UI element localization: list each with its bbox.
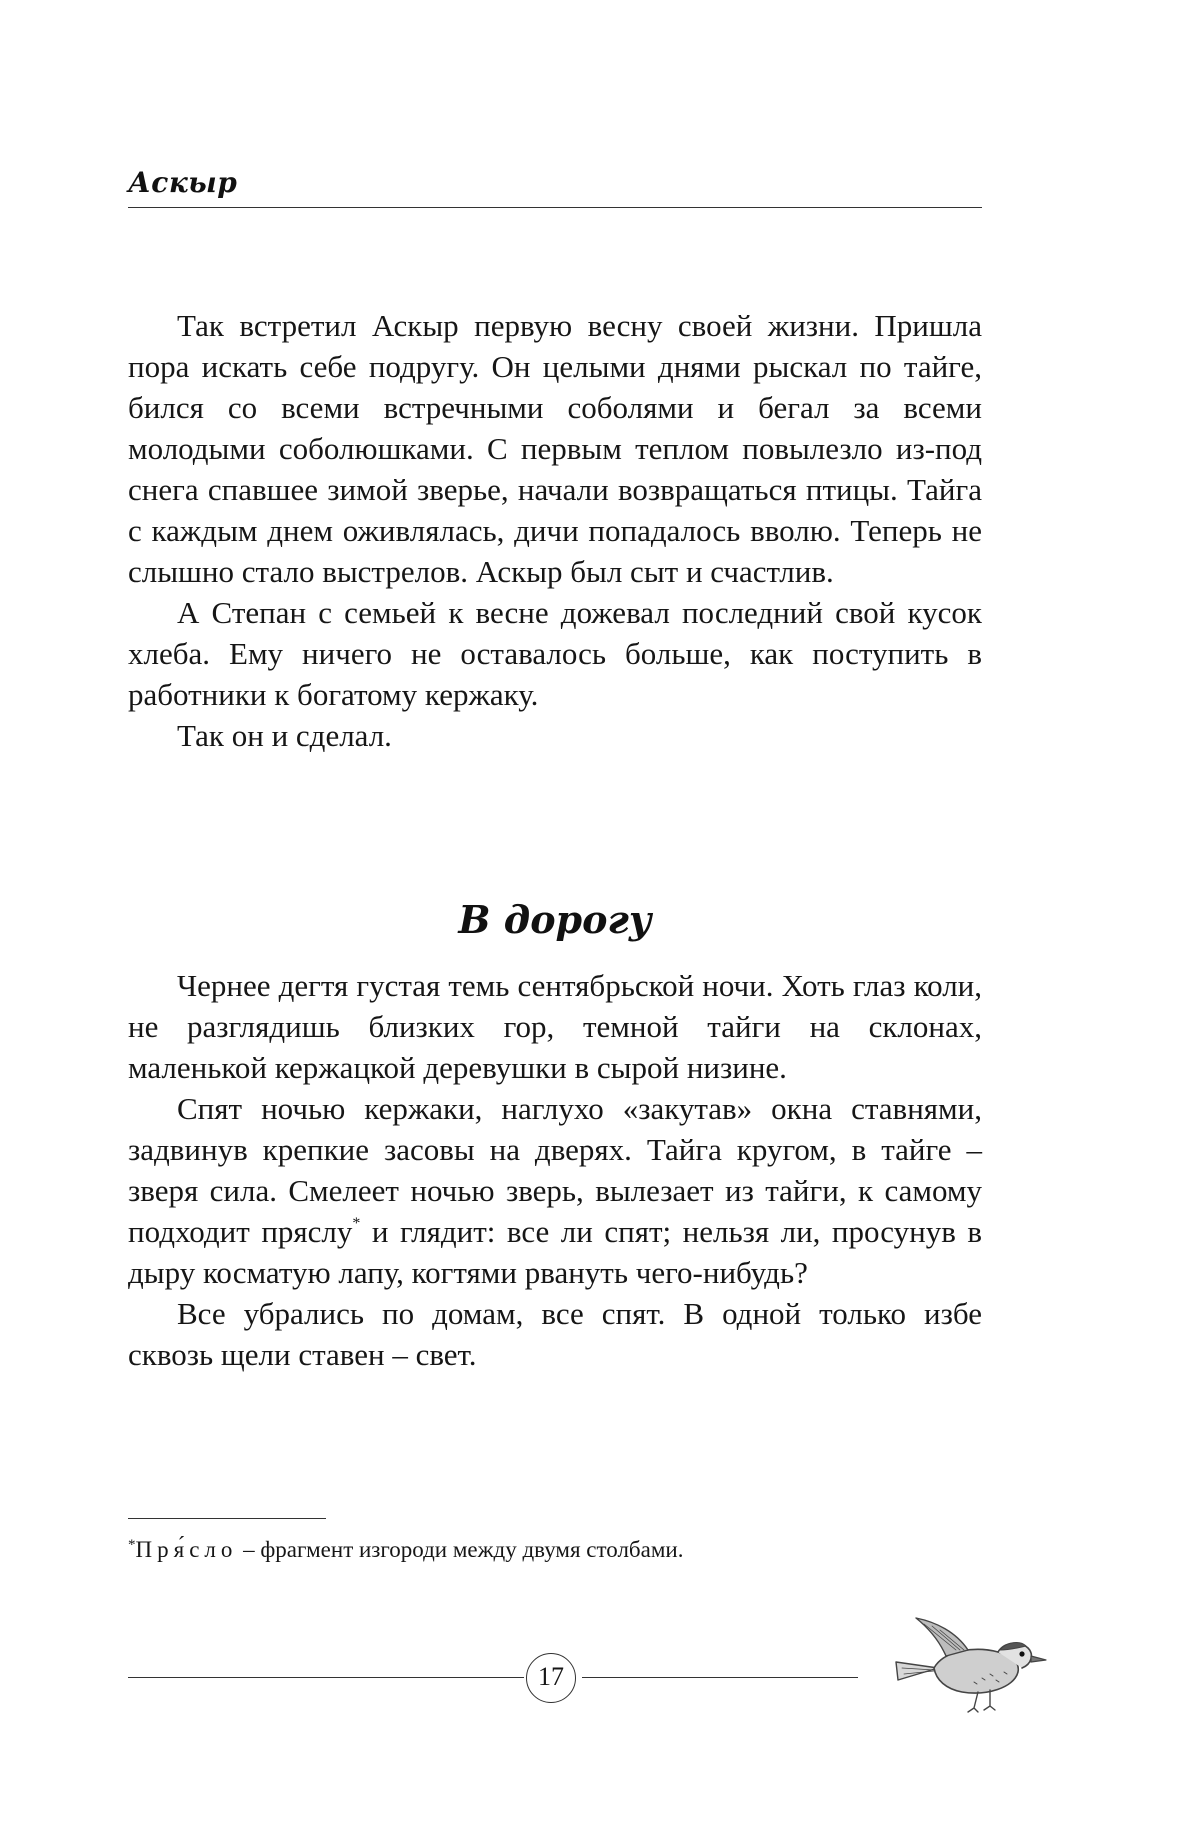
paragraph: [128, 1088, 982, 1293]
paragraph: А Степан с семьей к весне дожевал последний свой кусок хлеба. Ему ничего не оставалось больше, как поступить в работники к богатому кержаку.: [128, 595, 982, 712]
running-title: Аскыр: [128, 166, 238, 199]
footnote-rule: [128, 1518, 326, 1519]
paragraph-text: Спят ночью кержаки, наглухо «закутав» окна ставнями, задвинув крепкие засовы на дверях. Тайга кругом, в тайге – зверя сила. Смелеет ночью зверь, вылезает из тайги, к самому подходит пряслу: [128, 1091, 982, 1249]
footnote-marker: *: [128, 1537, 136, 1553]
footer-rule-right: [582, 1677, 858, 1678]
section-1-text: [128, 305, 982, 756]
paragraph: Так он и сделал.: [177, 718, 392, 753]
footnote-reference: *: [352, 1215, 361, 1232]
header-rule: [128, 207, 982, 208]
paragraph: Так встретил Аскыр первую весну своей жизни. Пришла пора искать себе подругу. Он целыми днями рыскал по тайге, бился со всеми встречными соболями и бегал за всеми молодыми соболюшками. С первым теплом повылезло из-под снега спавшее зимой зверье, начали возвращаться птицы. Тайга с каждым днем оживлялась, дичи попадалось вволю. Теперь не слышно стало выстрелов. Аскыр был сыт и счастлив.: [128, 308, 982, 589]
page-number: 17: [526, 1653, 576, 1703]
section-title: В дорогу: [458, 897, 652, 942]
footnote: [128, 1530, 982, 1565]
footnote-term: Пря́сло: [135, 1537, 238, 1562]
paragraph-text: и глядит: все ли спят; нельзя ли, просунув в дыру косматую лапу, когтями рвануть чего-нибудь?: [128, 1214, 983, 1290]
paragraph: Чернее дегтя густая темь сентябрьской ночи. Хоть глаз коли, не разглядишь близких гор, темной тайги на склонах, маленькой кержацкой деревушки в сырой низине.: [128, 968, 982, 1085]
footer-rule-left: [128, 1677, 524, 1678]
section-2-text: [128, 965, 982, 1375]
bird-illustration-icon: [886, 1610, 1056, 1720]
paragraph: Все убрались по домам, все спят. В одной только избе сквозь щели ставен – свет.: [128, 1296, 982, 1372]
footnote-definition: – фрагмент изгороди между двумя столбами.: [243, 1537, 684, 1562]
